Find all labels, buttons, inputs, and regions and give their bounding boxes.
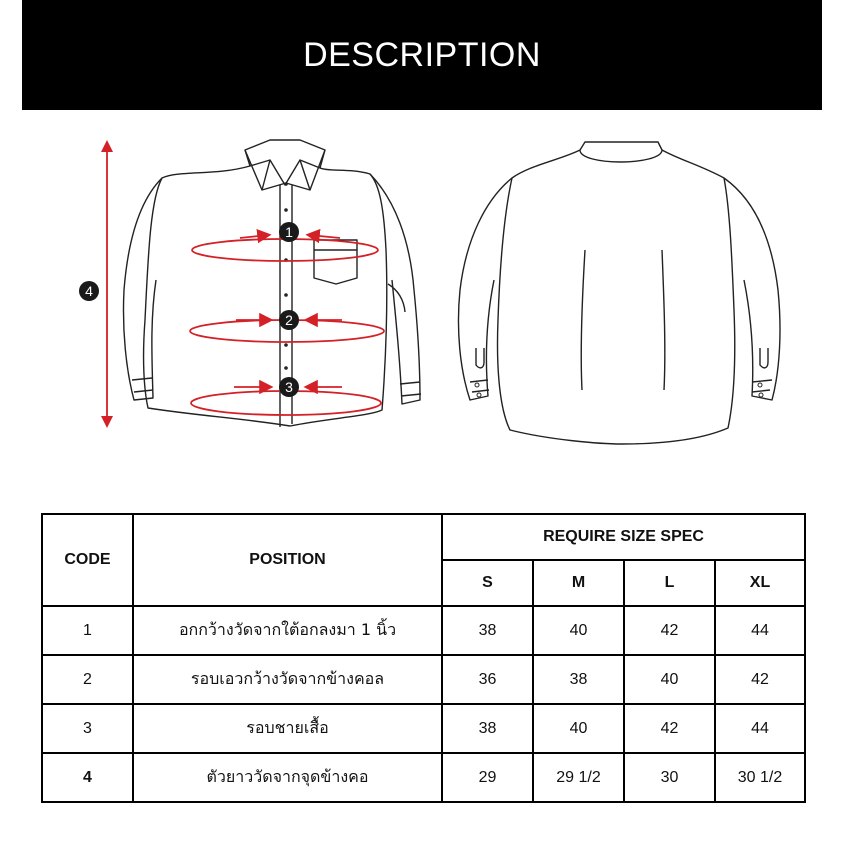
size-m: M bbox=[533, 560, 624, 606]
svg-text:2: 2 bbox=[285, 312, 293, 328]
row-value-l: 40 bbox=[624, 655, 715, 704]
svg-text:4: 4 bbox=[85, 283, 93, 299]
svg-text:3: 3 bbox=[285, 379, 293, 395]
front-shirt bbox=[123, 140, 421, 427]
shirt-illustration bbox=[0, 110, 844, 510]
header-position: POSITION bbox=[133, 514, 442, 606]
row-value-s: 38 bbox=[442, 704, 533, 753]
back-shirt bbox=[458, 142, 780, 444]
row-position: รอบชายเสื้อ bbox=[133, 704, 442, 753]
cuff-buttons bbox=[475, 383, 763, 397]
row-value-xl: 30 1/2 bbox=[715, 753, 805, 802]
size-spec-table bbox=[41, 513, 806, 803]
row-value-xl: 42 bbox=[715, 655, 805, 704]
row-value-xl: 44 bbox=[715, 704, 805, 753]
row-code: 1 bbox=[42, 606, 133, 655]
length-arrow bbox=[101, 140, 113, 428]
row-value-s: 38 bbox=[442, 606, 533, 655]
row-value-m: 40 bbox=[533, 704, 624, 753]
header-title: DESCRIPTION bbox=[303, 35, 541, 74]
row-position: อกกว้างวัดจากใต้อกลงมา 1 นิ้ว bbox=[133, 606, 442, 655]
table-row bbox=[42, 655, 805, 704]
row-code: 4 bbox=[42, 753, 133, 802]
marker-1 bbox=[279, 222, 299, 242]
row-value-m: 38 bbox=[533, 655, 624, 704]
row-value-xl: 44 bbox=[715, 606, 805, 655]
row-value-m: 40 bbox=[533, 606, 624, 655]
row-value-s: 36 bbox=[442, 655, 533, 704]
row-value-m: 29 1/2 bbox=[533, 753, 624, 802]
marker-4 bbox=[79, 281, 99, 301]
marker-2 bbox=[279, 310, 299, 330]
size-l: L bbox=[624, 560, 715, 606]
row-code: 3 bbox=[42, 704, 133, 753]
description-header bbox=[22, 0, 822, 110]
row-code: 2 bbox=[42, 655, 133, 704]
header-code: CODE bbox=[42, 514, 133, 606]
table-row bbox=[42, 753, 805, 802]
marker-3 bbox=[279, 377, 299, 397]
row-value-s: 29 bbox=[442, 753, 533, 802]
size-xl: XL bbox=[715, 560, 805, 606]
row-position: ตัวยาววัดจากจุดข้างคอ bbox=[133, 753, 442, 802]
table-row bbox=[42, 606, 805, 655]
header-require-size-spec: REQUIRE SIZE SPEC bbox=[442, 514, 805, 560]
row-position: รอบเอวกว้างวัดจากข้างคอล bbox=[133, 655, 442, 704]
row-value-l: 42 bbox=[624, 704, 715, 753]
row-value-l: 30 bbox=[624, 753, 715, 802]
size-s: S bbox=[442, 560, 533, 606]
row-value-l: 42 bbox=[624, 606, 715, 655]
table-row bbox=[42, 704, 805, 753]
svg-text:1: 1 bbox=[285, 224, 293, 240]
